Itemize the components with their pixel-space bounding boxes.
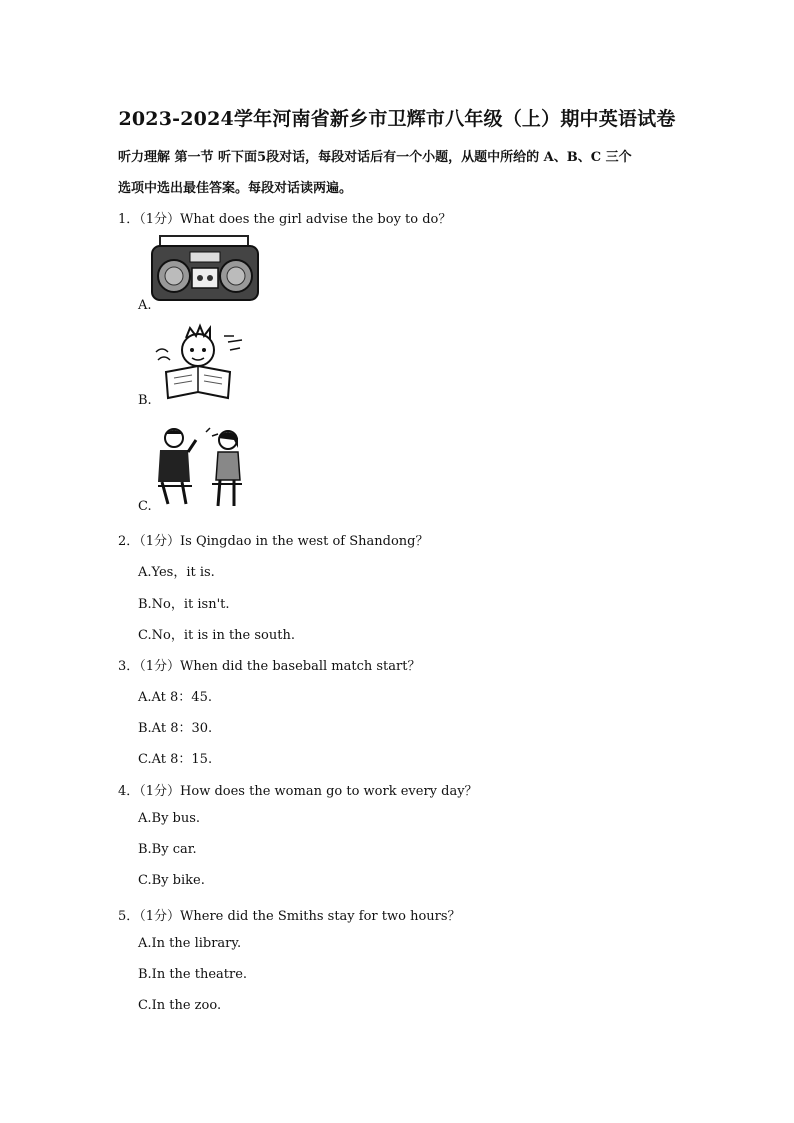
question-2-option-c: C.No，it is in the south. [138, 628, 295, 643]
question-1-stem: 1．（1分）What does the girl advise the boy to do？ [118, 212, 452, 227]
question-3-option-a: A.At 8：45. [138, 690, 212, 705]
instructions-line-2: 选项中选出最佳答案。每段对话读两遍。 [118, 181, 353, 196]
question-2-option-a: A.Yes，it is. [138, 565, 215, 580]
question-4-option-c: C.By bike. [138, 873, 205, 888]
question-3-option-b: B.At 8：30. [138, 721, 213, 736]
instructions-line-1: 听力理解 第一节 听下面5段对话，每段对话后有一个小题，从题中所给的 A、B、C 三个 [118, 150, 632, 165]
teacher-talking-to-girl-icon [150, 426, 246, 514]
question-4-stem: 4．（1分）How does the woman go to work every day？ [118, 784, 478, 799]
radio-cassette-player-icon [150, 232, 260, 308]
question-1-option-b: B. [138, 393, 152, 408]
question-1-option-c: C. [138, 499, 152, 514]
question-2-stem: 2．（1分）Is Qingdao in the west of Shandong？ [118, 534, 429, 549]
question-1-option-a: A. [138, 298, 152, 313]
boy-reading-book-icon [150, 322, 250, 406]
question-5-option-c: C.In the zoo. [138, 998, 222, 1013]
question-4-option-b: B.By car. [138, 842, 197, 857]
question-5-option-a: A.In the library. [138, 936, 242, 951]
question-3-stem: 3．（1分）When did the baseball match start？ [118, 659, 421, 674]
question-5-stem: 5．（1分）Where did the Smiths stay for two hours？ [118, 909, 461, 924]
question-3-option-c: C.At 8：15. [138, 752, 213, 767]
question-4-option-a: A.By bus. [138, 811, 201, 826]
page-title: 2023-2024学年河南省新乡市卫辉市八年级（上）期中英语试卷 [118, 108, 676, 130]
question-5-option-b: B.In the theatre. [138, 967, 248, 982]
question-2-option-b: B.No，it isn't. [138, 597, 230, 612]
